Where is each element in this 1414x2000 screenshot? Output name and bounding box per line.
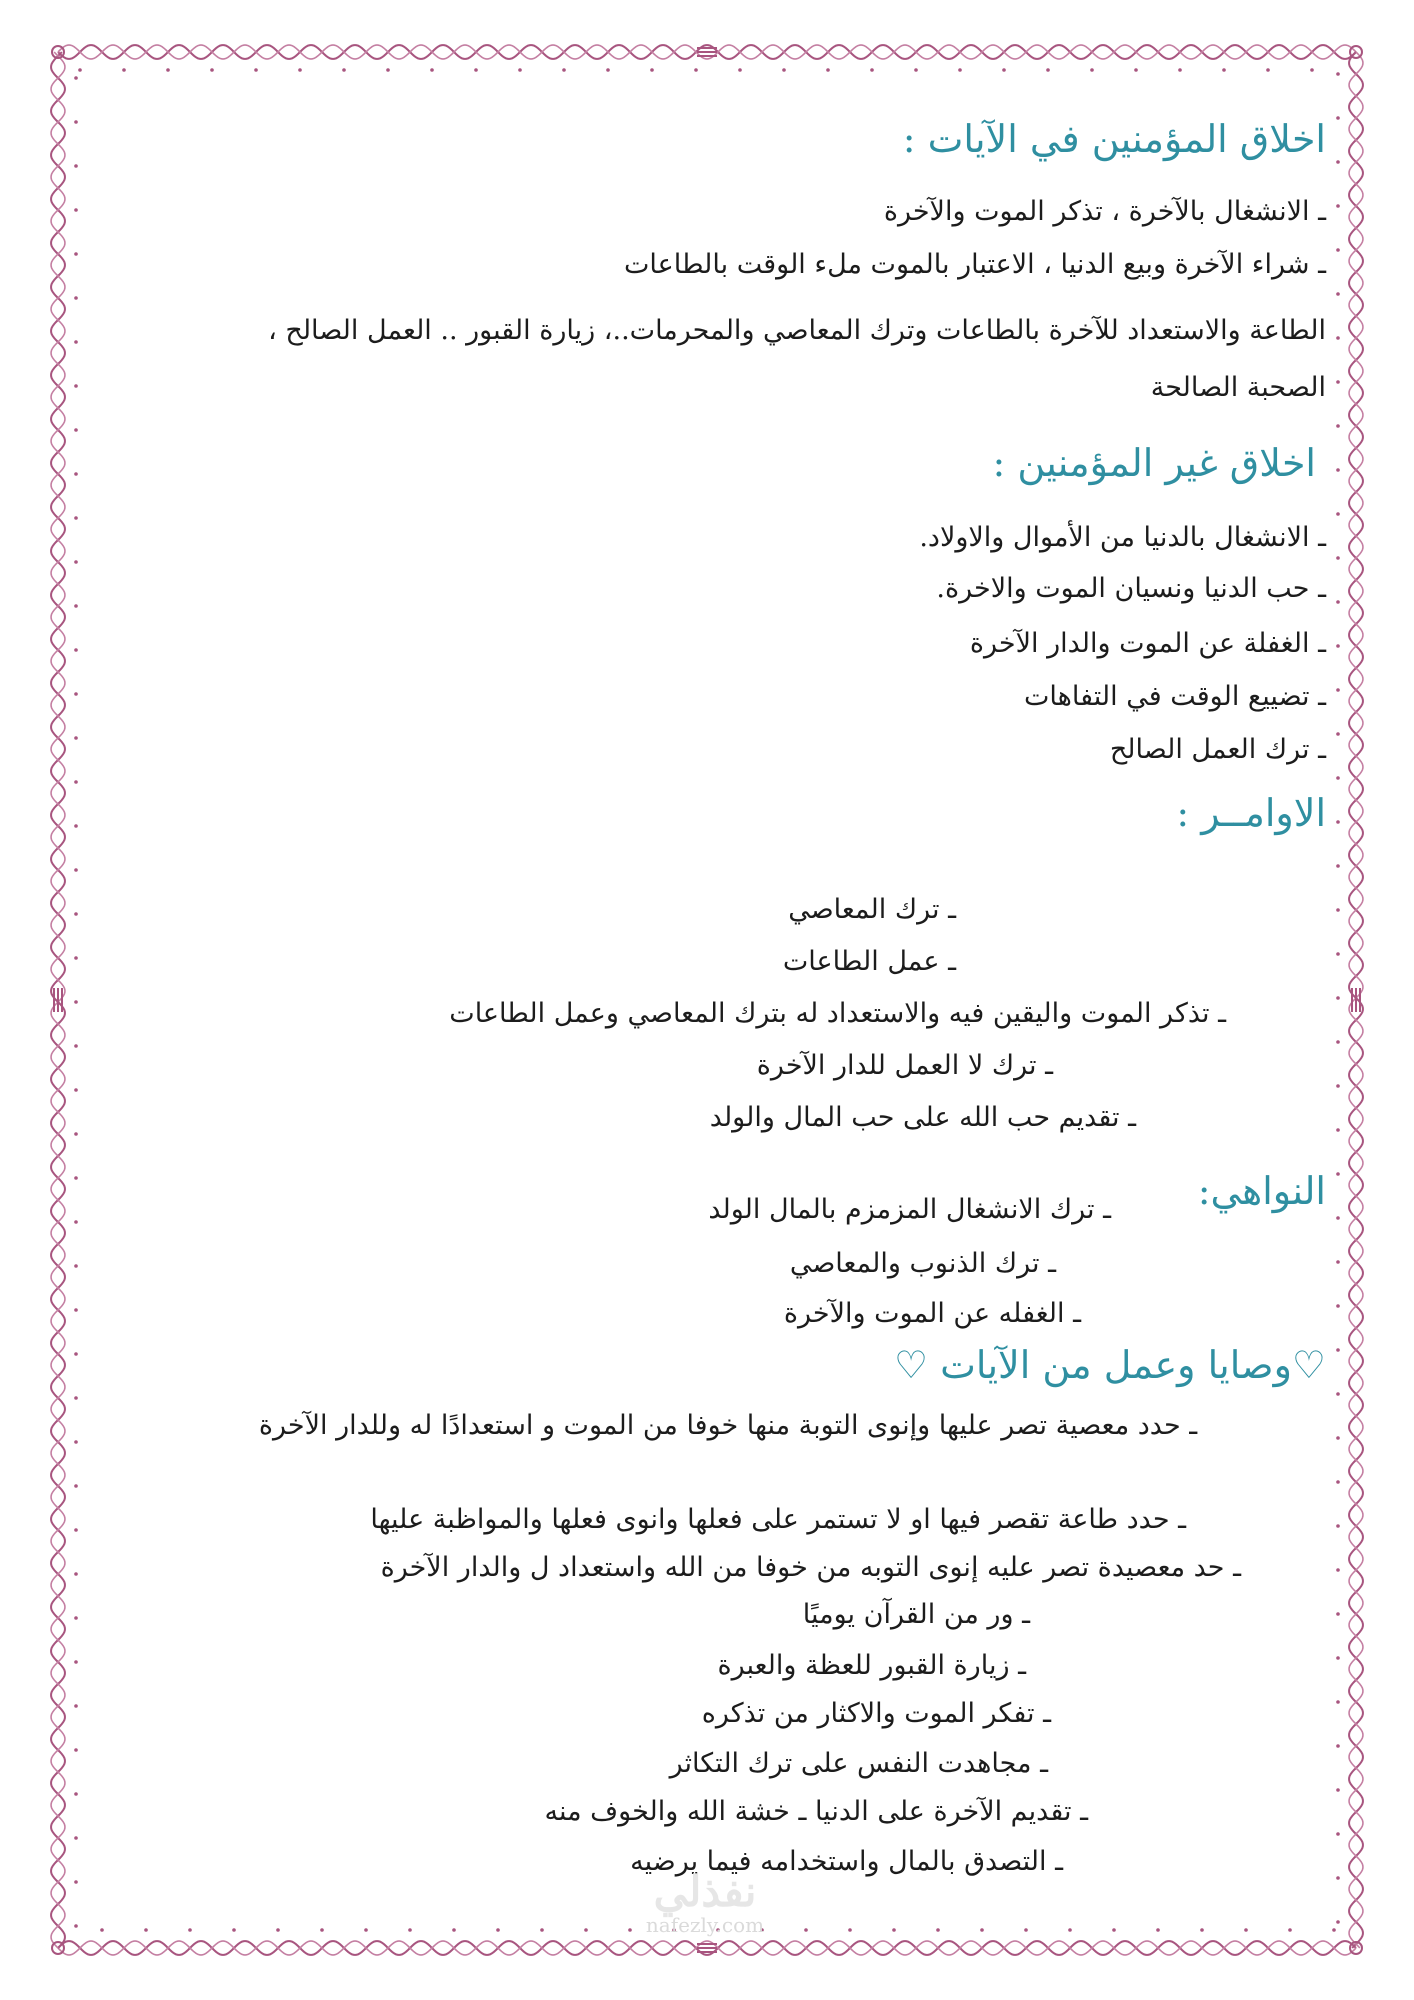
border-dot	[74, 1044, 78, 1048]
border-dot	[1336, 160, 1340, 164]
nonbelievers-heading: اخلاق غير المؤمنين :	[992, 441, 1316, 485]
border-dot	[74, 824, 78, 828]
believers-heading: اخلاق المؤمنين في الآيات :	[902, 117, 1326, 161]
border-dot	[1336, 1920, 1340, 1924]
border-dot	[1336, 1304, 1340, 1308]
border-dot	[1336, 820, 1340, 824]
mid-ornament	[1355, 988, 1357, 1012]
prohibitions-item: ـ ترك الانشغال المزمزم بالمال الولد	[708, 1194, 1111, 1225]
border-dot	[74, 428, 78, 432]
border-dot	[74, 1528, 78, 1532]
border-dot	[1336, 1436, 1340, 1440]
border-dot	[74, 208, 78, 212]
mid-ornament	[57, 988, 59, 1012]
watermark	[630, 1867, 780, 1937]
believers-line: ـ الانشغال بالآخرة ، تذكر الموت والآخرة	[883, 196, 1326, 227]
believers-line: الصحبة الصالحة	[1150, 372, 1326, 403]
mid-ornament	[697, 1947, 717, 1949]
border-dot	[74, 1484, 78, 1488]
border-dot	[74, 1132, 78, 1136]
believers-line: ـ شراء الآخرة وبيع الدنيا ، الاعتبار بالموت ملء الوقت بالطاعات	[624, 249, 1326, 280]
border-dot	[1336, 1040, 1340, 1044]
border-dot	[74, 1660, 78, 1664]
border-dot	[1336, 204, 1340, 208]
commands-item: ـ عمل الطاعات	[782, 946, 956, 977]
border-dot	[1336, 336, 1340, 340]
border-dot	[1336, 1744, 1340, 1748]
border-dot	[1336, 864, 1340, 868]
border-dot	[74, 648, 78, 652]
border-dot	[1336, 1084, 1340, 1088]
border-dot	[74, 1572, 78, 1576]
border-dot	[74, 604, 78, 608]
watermark-url: nafezly.com	[645, 1913, 765, 1937]
border-dot	[74, 868, 78, 872]
border-dot	[74, 692, 78, 696]
commands-item: ـ تقديم حب الله على حب المال والولد	[709, 1102, 1136, 1133]
border-dot	[1336, 688, 1340, 692]
border-dot	[74, 1264, 78, 1268]
border-dot	[1336, 1480, 1340, 1484]
border-dot	[78, 68, 82, 72]
border-dot	[74, 1396, 78, 1400]
commands-item: ـ ترك المعاصي	[788, 894, 956, 925]
border-dot	[1336, 732, 1340, 736]
border-dot	[1336, 1172, 1340, 1176]
border-dot	[1336, 424, 1340, 428]
advice-item: ـ ور من القرآن يوميًا	[802, 1599, 1030, 1630]
border-dot	[74, 384, 78, 388]
nonbelievers-item: ـ حب الدنيا ونسيان الموت والاخرة.	[936, 573, 1326, 604]
advice-item: ـ حد معصيدة تصر عليه إنوى التوبه من خوفا من الله واستعداد ل والدار الآخرة	[380, 1552, 1241, 1583]
border-dot	[1336, 1832, 1340, 1836]
prohibitions-heading: النواهي:	[1197, 1169, 1326, 1213]
border-dot	[74, 1308, 78, 1312]
advice-item: ـ تقديم الآخرة على الدنيا ـ خشة الله والخوف منه	[544, 1796, 1088, 1827]
border-dot	[74, 1220, 78, 1224]
commands-item: ـ ترك لا العمل للدار الآخرة	[756, 1050, 1053, 1081]
border-dot	[1336, 556, 1340, 560]
border-dot	[1336, 292, 1340, 296]
border-dot	[74, 1748, 78, 1752]
mid-ornament	[697, 1943, 717, 1945]
border-dot	[74, 1440, 78, 1444]
border-dot	[74, 340, 78, 344]
advice-item: ـ زيارة القبور للعظة والعبرة	[717, 1650, 1026, 1681]
border-dot	[1336, 468, 1340, 472]
advice-item: ـ مجاهدت النفس على ترك التكاثر	[669, 1748, 1048, 1779]
border-dot	[74, 1792, 78, 1796]
border-dot	[74, 1704, 78, 1708]
mid-ornament	[1359, 988, 1361, 1012]
commands-item: ـ تذكر الموت واليقين فيه والاستعداد له بترك المعاصي وعمل الطاعات	[449, 998, 1226, 1029]
border-dot	[1336, 1524, 1340, 1528]
border-dot	[1336, 380, 1340, 384]
border-dot	[74, 1924, 78, 1928]
border-dot	[1336, 996, 1340, 1000]
border-dot	[1336, 600, 1340, 604]
border-dot	[74, 120, 78, 124]
border-dot	[74, 736, 78, 740]
border-dot	[1336, 116, 1340, 120]
border-dot	[74, 164, 78, 168]
watermark-logo-text: نفذلي	[653, 1867, 757, 1916]
advice-heading: ♡وصايا وعمل من الآيات ♡	[893, 1343, 1326, 1387]
advice-item: ـ حدد معصية تصر عليها وإنوى التوبة منها خوفا من الموت و استعدادًا له وللدار الآخرة	[258, 1410, 1198, 1441]
border-dot	[1336, 72, 1340, 76]
border-dot	[1336, 1568, 1340, 1572]
mid-ornament	[697, 55, 717, 57]
border-dot	[74, 1176, 78, 1180]
border-dot	[74, 1880, 78, 1884]
nonbelievers-item: ـ الغفلة عن الموت والدار الآخرة	[969, 628, 1326, 659]
prohibitions-item: ـ الغفله عن الموت والآخرة	[783, 1298, 1081, 1329]
border-dot	[1336, 1788, 1340, 1792]
mid-ornament	[61, 988, 63, 1012]
border-dot	[1336, 644, 1340, 648]
border-dot	[1336, 908, 1340, 912]
border-dot	[74, 76, 78, 80]
border-dot	[1336, 1216, 1340, 1220]
border-dot	[1336, 1260, 1340, 1264]
mid-ornament	[697, 1951, 717, 1953]
border-dot	[1336, 1392, 1340, 1396]
nonbelievers-item: ـ تضييع الوقت في التفاهات	[1024, 681, 1326, 712]
advice-item: ـ حدد طاعة تقصر فيها او لا تستمر على فعلها وانوى فعلها والمواظبة عليها	[370, 1504, 1186, 1535]
border-dot	[74, 472, 78, 476]
border-dot	[74, 1616, 78, 1620]
mid-ornament	[1351, 988, 1353, 1012]
mid-ornament	[697, 47, 717, 49]
border-dot	[1336, 1700, 1340, 1704]
prohibitions-item: ـ ترك الذنوب والمعاصي	[789, 1248, 1056, 1279]
border-dot	[1336, 1656, 1340, 1660]
nonbelievers-item: ـ ترك العمل الصالح	[1109, 734, 1326, 765]
border-dot	[1336, 1876, 1340, 1880]
believers-line: الطاعة والاستعداد للآخرة بالطاعات وترك المعاصي والمحرمات..، زيارة القبور .. العمل الصالح ،	[268, 315, 1326, 346]
border-dot	[1336, 952, 1340, 956]
border-dot	[74, 1088, 78, 1092]
border-dot	[74, 956, 78, 960]
border-dot	[1336, 512, 1340, 516]
commands-heading: الاوامــر :	[1176, 791, 1326, 835]
border-dot	[1332, 1928, 1336, 1932]
border-dot	[74, 296, 78, 300]
border-dot	[74, 912, 78, 916]
advice-item: ـ التصدق بالمال واستخدامه فيما يرضيه	[630, 1846, 1063, 1877]
advice-item: ـ تفكر الموت والاكثار من تذكره	[701, 1698, 1051, 1729]
border-dot	[74, 1836, 78, 1840]
border-dot	[1336, 248, 1340, 252]
border-dot	[74, 516, 78, 520]
border-dot	[1336, 1348, 1340, 1352]
mid-ornament	[53, 988, 55, 1012]
mid-ornament	[697, 51, 717, 53]
border-dot	[74, 780, 78, 784]
border-dot	[74, 252, 78, 256]
border-dot	[1336, 1128, 1340, 1132]
border-dot	[1336, 776, 1340, 780]
worksheet-page	[90, 70, 1326, 1930]
border-dot	[74, 1000, 78, 1004]
border-dot	[74, 560, 78, 564]
border-dot	[74, 1352, 78, 1356]
nonbelievers-item: ـ الانشغال بالدنيا من الأموال والاولاد.	[919, 522, 1326, 553]
border-dot	[1336, 1612, 1340, 1616]
